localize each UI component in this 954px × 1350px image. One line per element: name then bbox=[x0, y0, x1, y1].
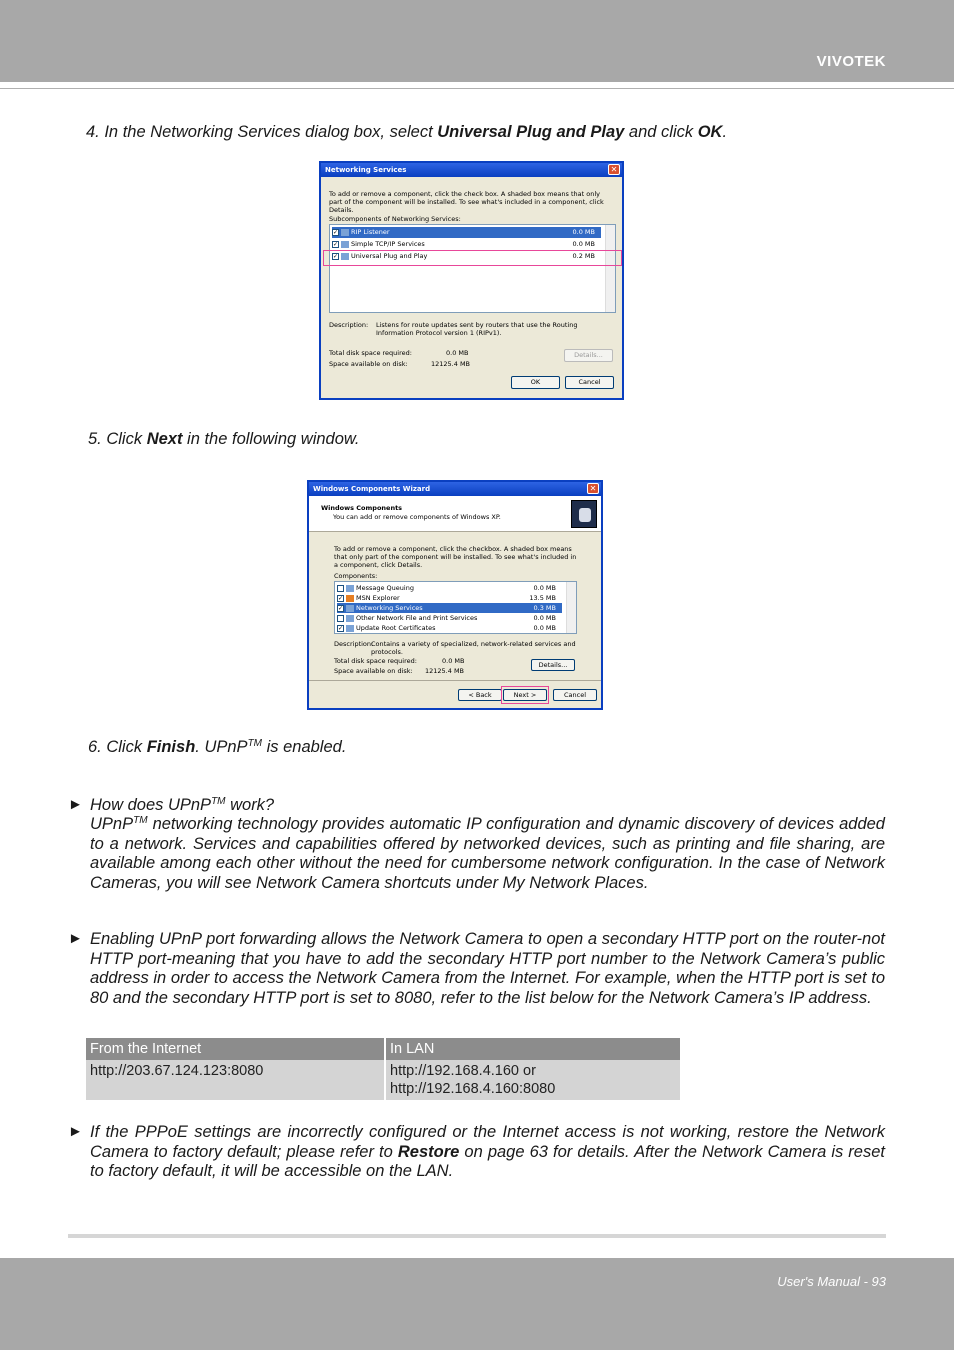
description-text: Contains a variety of specialized, network-related services and protocols. bbox=[371, 640, 576, 656]
upnp-question: How does UPnP™ work? bbox=[90, 796, 275, 814]
description-label: Description: bbox=[329, 321, 369, 329]
header-divider bbox=[0, 88, 954, 89]
highlight-box bbox=[323, 250, 622, 266]
step-4-text: 4. In the Networking Services dialog box, select Universal Plug and Play and click OK. bbox=[86, 123, 728, 141]
components-list[interactable] bbox=[334, 581, 577, 634]
list-item[interactable]: ✓ Networking Services 0.3 MB bbox=[337, 603, 562, 613]
component-icon bbox=[346, 605, 354, 612]
component-icon bbox=[346, 585, 354, 592]
dialog-title: Windows Components Wizard ✕ bbox=[309, 482, 601, 496]
total-space-label: Total disk space required: bbox=[329, 349, 412, 357]
page-number: User's Manual - 93 bbox=[777, 1274, 886, 1289]
list-item[interactable]: ✓ MSN Explorer 13.5 MB bbox=[338, 594, 556, 602]
list-scrollbar[interactable] bbox=[605, 225, 615, 312]
next-button[interactable]: Next > bbox=[503, 689, 547, 701]
list-item[interactable]: ✓ RIP Listener 0.0 MB bbox=[332, 227, 601, 238]
list-item[interactable]: ✓ Update Root Certificates 0.0 MB bbox=[338, 624, 556, 632]
msn-butterfly-icon bbox=[346, 595, 354, 602]
dialog-title: Networking Services ✕ bbox=[321, 163, 622, 177]
wizard-subheading: You can add or remove components of Windows XP. bbox=[333, 513, 501, 521]
port-forwarding-text: Enabling UPnP port forwarding allows the Network Camera to open a secondary HTTP port on the router-not HTTP port-meaning that you have to add the secondary HTTP port number to the Network Camera’s public address in order to access the Network Camera from the Internet. For example, when the HTTP port is set to 80 and the secondary HTTP port is set to 8080, refer to the list below for the Network Camera’s IP address. bbox=[90, 930, 885, 1007]
service-icon bbox=[341, 241, 349, 248]
description-text: Listens for route updates sent by routers that use the Routing Information Protocol version 1 (RIPv1). bbox=[376, 321, 578, 337]
details-button[interactable]: Details... bbox=[564, 349, 613, 362]
list-item[interactable]: ✓ Universal Plug and Play 0.2 MB bbox=[333, 252, 595, 260]
list-item[interactable]: Other Network File and Print Services 0.0 MB bbox=[337, 613, 562, 623]
table-header-internet: From the Internet bbox=[86, 1038, 384, 1060]
upnp-explanation: UPnP™ networking technology provides automatic IP configuration and dynamic discovery of devices added to a network. Services and capabilities offered by networked devices, such as printing and file sharing, are available among each other without the need for cumbersome network configuration. In the case of Network Cameras, you will see Network Camera shortcuts under My Network Places. bbox=[90, 815, 885, 892]
back-button[interactable]: < Back bbox=[458, 689, 502, 701]
cancel-button[interactable]: Cancel bbox=[553, 689, 597, 701]
ok-button[interactable]: OK bbox=[511, 376, 560, 389]
subcomponents-label: Subcomponents of Networking Services: bbox=[329, 215, 461, 223]
wizard-divider bbox=[309, 680, 601, 681]
dialog-intro: To add or remove a component, click the check box. A shaded box means that only part of the component will be installed. To see what's included in a component, click Details. bbox=[329, 190, 604, 214]
bullet-arrow-icon: ► bbox=[68, 796, 83, 813]
component-icon bbox=[346, 625, 354, 632]
step-6-text: 6. Click Finish. UPnP™ is enabled. bbox=[88, 738, 347, 756]
component-icon bbox=[346, 615, 354, 622]
windows-components-wizard bbox=[307, 480, 603, 710]
list-scrollbar[interactable] bbox=[566, 582, 576, 633]
cancel-button[interactable]: Cancel bbox=[565, 376, 614, 389]
close-icon[interactable]: ✕ bbox=[608, 164, 620, 175]
wizard-heading: Windows Components bbox=[321, 504, 403, 512]
ip-address-table bbox=[84, 1038, 682, 1100]
bullet-arrow-icon: ► bbox=[68, 930, 83, 947]
available-space-value: 12125.4 MB bbox=[425, 667, 465, 675]
close-icon[interactable]: ✕ bbox=[587, 483, 599, 494]
available-space-value: 12125.4 MB bbox=[431, 360, 471, 368]
total-space-value: 0.0 MB bbox=[446, 349, 469, 357]
available-space-label: Space available on disk: bbox=[334, 667, 413, 675]
header-bar bbox=[0, 0, 954, 82]
list-item[interactable]: Message Queuing 0.0 MB bbox=[337, 583, 562, 593]
total-space-value: 0.0 MB bbox=[442, 657, 465, 665]
networking-services-dialog bbox=[319, 161, 624, 400]
details-button[interactable]: Details... bbox=[531, 659, 575, 671]
footer-divider bbox=[68, 1234, 886, 1238]
components-label: Components: bbox=[334, 572, 378, 580]
bullet-arrow-icon: ► bbox=[68, 1123, 83, 1140]
table-header-lan: In LAN bbox=[386, 1038, 680, 1060]
table-row bbox=[86, 1060, 680, 1100]
footer-bar bbox=[0, 1258, 954, 1350]
service-icon bbox=[341, 229, 349, 236]
list-item[interactable]: ✓ Simple TCP/IP Services 0.0 MB bbox=[333, 240, 595, 248]
lan-address-cell: http://192.168.4.160 or http://192.168.4.160:8080 bbox=[386, 1060, 680, 1100]
description-label: Description: bbox=[334, 640, 374, 648]
highlight-box bbox=[501, 686, 549, 704]
step-5-text: 5. Click Next in the following window. bbox=[88, 430, 360, 448]
brand-logo: VIVOTEK bbox=[816, 53, 886, 70]
wizard-intro: To add or remove a component, click the checkbox. A shaded box means that only part of the component will be installed. To see what's included in a component, click Details. bbox=[334, 545, 577, 569]
subcomponents-list[interactable] bbox=[329, 224, 616, 313]
table-header-row bbox=[86, 1038, 680, 1060]
wizard-logo-icon bbox=[571, 500, 597, 528]
internet-address-cell: http://203.67.124.123:8080 bbox=[86, 1060, 384, 1100]
available-space-label: Space available on disk: bbox=[329, 360, 408, 368]
total-space-label: Total disk space required: bbox=[334, 657, 417, 665]
pppoe-text: If the PPPoE settings are incorrectly configured or the Internet access is not working, restore the Network Camera to factory default; please refer to Restore on page 63 for details. After the Network Camera is reset to factory default, it will be accessible on the LAN. bbox=[90, 1123, 885, 1180]
wizard-header bbox=[309, 496, 601, 532]
